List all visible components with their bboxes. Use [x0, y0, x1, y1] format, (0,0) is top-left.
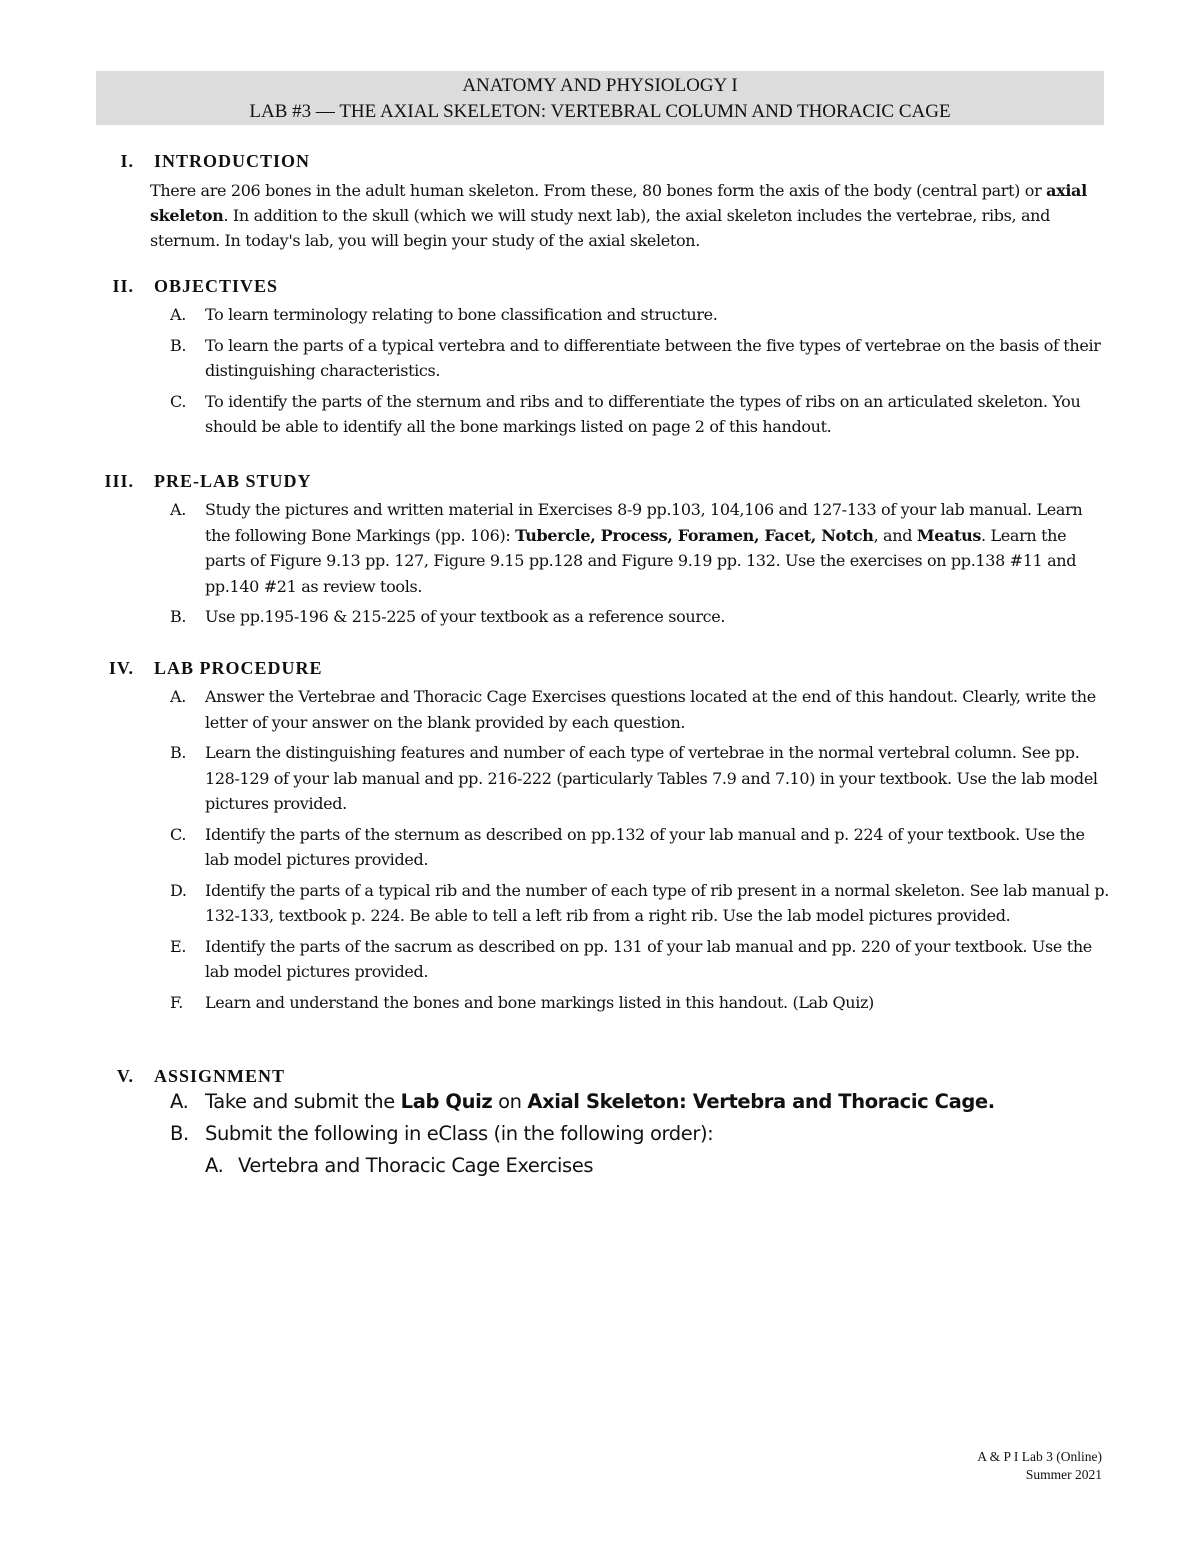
item-letter: B. [170, 743, 187, 762]
item-letter: B. [170, 335, 187, 355]
list-item [0, 740, 1200, 817]
bone-markings-bold: Tubercle, Process, Foramen, Facet, Notch [515, 525, 874, 545]
item-letter: B. [170, 607, 187, 626]
section-number: I. [120, 151, 134, 171]
item-text-part: . Learn the parts of Figure 9.13 pp. 127, Figure 9.15 pp.128 and Figure 9.19 pp. 132. Use the exercises on pp.138 #11 and pp.140 #21 as review tools. [205, 525, 1077, 596]
list-item [0, 333, 1200, 384]
list-item [0, 604, 1200, 630]
section-title: LAB PROCEDURE [154, 658, 323, 678]
item-text-part: Study the pictures and written material in Exercises 8-9 pp.103, 104,106 and 127-133 of your lab manual. Learn the following Bone Markings (pp. 106): [205, 500, 1083, 545]
item-text: Vertebra and Thoracic Cage Exercises [238, 1154, 594, 1177]
item-text: Answer the Vertebrae and Thoracic Cage Exercises questions located at the end of this handout. Clearly, write the letter of your answer on the blank provided by each question. [205, 687, 1096, 732]
section-title: PRE-LAB STUDY [154, 471, 312, 491]
section-title: INTRODUCTION [154, 151, 311, 171]
section-number: IV. [108, 658, 134, 678]
item-letter: F. [170, 992, 183, 1012]
item-letter: D. [170, 880, 187, 900]
intro-text: There are 206 bones in the adult human skeleton. From these, 80 bones form the axis of the body (central part) or [150, 181, 1047, 200]
item-text: Learn and understand the bones and bone markings listed in this handout. (Lab Quiz) [205, 992, 874, 1012]
course-title: ANATOMY AND PHYSIOLOGY I [462, 75, 738, 96]
list-item [0, 497, 1200, 599]
item-letter: A. [170, 1090, 189, 1113]
list-item [0, 1120, 1200, 1148]
section-number: V. [116, 1066, 134, 1086]
item-letter: A. [170, 687, 186, 706]
document-title [96, 71, 1104, 125]
item-text: Learn the distinguishing features and number of each type of vertebrae in the normal vertebral column. See pp. 128-129 of your lab manual and pp. 216-222 (particularly Tables 7.9 and 7.10) in your textbook. Use the lab model pictures provided. [205, 743, 1098, 813]
footer-term: Summer 2021 [1025, 1467, 1102, 1482]
item-text: Identify the parts of a typical rib and the number of each type of rib present in a normal skeleton. See lab manual p. 132-133, textbook p. 224. Be able to tell a left rib from a right rib. Use the lab model pictures provided. [205, 880, 1110, 925]
item-letter: E. [170, 936, 187, 956]
item-text [205, 1088, 1105, 1116]
section-title: OBJECTIVES [154, 276, 279, 296]
lab-title: LAB #3 — THE AXIAL SKELETON: VERTEBRAL COLUMN AND THORACIC CAGE [249, 101, 951, 122]
intro-bold-term: axial skeleton [150, 181, 1087, 225]
list-item [0, 684, 1200, 735]
meatus-bold: Meatus [916, 525, 982, 545]
intro-text-cont: . In addition to the skull (which we will study next lab), the axial skeleton includes the vertebrae, ribs, and sternum. In today's lab, you will begin your study of the axial skeleton. [150, 206, 1051, 250]
section-number: III. [104, 471, 134, 491]
page-footer [977, 1448, 1102, 1484]
footer-course: A & P I Lab 3 (Online) [977, 1449, 1102, 1464]
item-text-part: on [492, 1090, 528, 1113]
item-text: Submit the following in eClass (in the following order): [205, 1122, 714, 1145]
section-number: II. [112, 276, 134, 296]
item-letter: A. [205, 1154, 224, 1177]
intro-paragraph [150, 178, 1110, 253]
list-item [0, 302, 1200, 328]
list-item [0, 934, 1200, 985]
sub-list-item [0, 1152, 1200, 1180]
item-letter: A. [170, 305, 186, 324]
item-text: To learn the parts of a typical vertebra and to differentiate between the five types of vertebrae on the basis of their distinguishing characteristics. [205, 335, 1101, 380]
lab-quiz-bold: Lab Quiz [400, 1090, 493, 1113]
item-text-part: , and [873, 525, 917, 545]
item-text: Identify the parts of the sacrum as described on pp. 131 of your lab manual and pp. 220 of your textbook. Use the lab model pictures provided. [205, 936, 1092, 981]
list-item [0, 878, 1200, 929]
list-item [0, 1088, 1200, 1116]
item-text: Use pp.195-196 & 215-225 of your textbook as a reference source. [205, 607, 726, 626]
item-text-part: Take and submit the [205, 1090, 401, 1113]
item-text: To learn terminology relating to bone classification and structure. [205, 305, 718, 324]
list-item [0, 990, 1200, 1016]
item-letter: B. [170, 1122, 189, 1145]
item-text [205, 497, 1110, 599]
list-item [0, 389, 1200, 440]
item-letter: C. [170, 391, 187, 411]
item-text: To identify the parts of the sternum and ribs and to differentiate the types of ribs on an articulated skeleton. You should be able to identify all the bone markings listed on page 2 of this handout. [205, 391, 1081, 436]
list-item [0, 822, 1200, 873]
item-text: Identify the parts of the sternum as described on pp.132 of your lab manual and p. 224 of your textbook. Use the lab model pictures provided. [205, 824, 1085, 869]
item-letter: C. [170, 824, 187, 844]
section-title: ASSIGNMENT [154, 1066, 286, 1086]
item-letter: A. [170, 500, 186, 519]
quiz-topic-bold: Axial Skeleton: Vertebra and Thoracic Cage. [527, 1090, 995, 1113]
